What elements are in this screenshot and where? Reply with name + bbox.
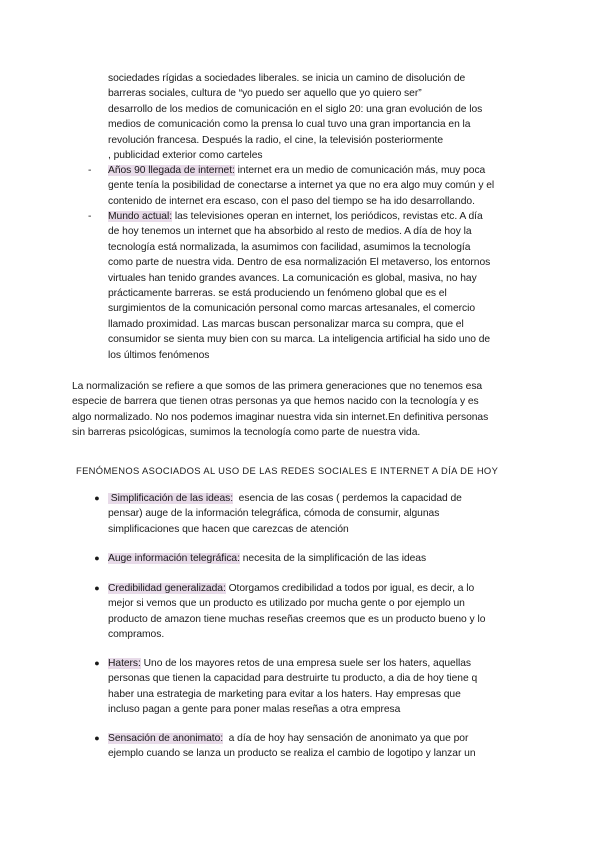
bullet-simplificacion [88, 491, 528, 537]
intro-line: medios de comunicación como la prensa lo cual tuvo una gran importancia en la [108, 119, 471, 131]
item-line: pensar) auge de la información telegráfica, cómoda de consumir, algunas [108, 508, 440, 520]
item-line: simplificaciones que hacen que carezcas de atención [108, 523, 349, 535]
paragraph-line: La normalización se refiere a que somos de las primera generaciones que no tenemos esa [72, 381, 483, 392]
item-text: las televisiones operan en internet, los periódicos, revistas etc. A día [172, 211, 483, 222]
item-text: a día de hoy hay sensación de anonimato ya que por [223, 733, 469, 744]
item-line: contenido de internet era escaso, con el paso del tiempo se ha ido desarrollando. [108, 195, 475, 207]
section-heading: FENÓMENOS ASOCIADOS AL USO DE LAS REDES SOCIALES E INTERNET A DÍA DE HOY [76, 465, 499, 476]
item-line: personas que tienen la capacidad para destruirte tu producto, a dia de hoy tiene q [108, 673, 478, 685]
intro-line: barreras sociales, cultura de “yo puedo ser aquello que yo quiero ser” [108, 88, 422, 100]
item-line: compramos. [108, 629, 165, 641]
highlighted-term: Años 90 llegada de internet: [108, 165, 235, 176]
bullet-dot-icon: ● [94, 493, 100, 503]
intro-line: , publicidad exterior como carteles [108, 150, 263, 162]
dash-marker: - [88, 165, 92, 176]
item-text: necesita de la simplificación de las ideas [239, 553, 427, 564]
item-line: incluso pagan a gente para poner malas reseñas a otra empresa [108, 704, 401, 716]
bullet-auge-telegrafica [88, 551, 528, 566]
bullet-haters [88, 656, 528, 718]
item-text: Uno de los mayores retos de una empresa suele ser los haters, aquellas [140, 658, 471, 669]
bullet-credibilidad [88, 581, 528, 643]
bullet-dot-icon: ● [94, 553, 100, 563]
intro-paragraph [108, 71, 528, 163]
item-line: consumidor se sienta muy bien con su marca. La inteligencia artificial ha sido uno de [108, 334, 491, 346]
item-line: los últimos fenómenos [108, 349, 210, 361]
bullet-dot-icon: ● [94, 733, 100, 743]
item-line: tecnología está normalizada, la asumimos con facilidad, asumimos la tecnología [108, 241, 471, 253]
intro-line: desarrollo de los medios de comunicación en el siglo 20: una gran evolución de los [108, 103, 483, 115]
dash-item-internet-90s [88, 163, 528, 209]
item-line: haber una estrategia de marketing para evitar a los haters. Hay empresas que [108, 688, 461, 700]
bullet-dot-icon: ● [94, 658, 100, 668]
item-line: llamado proximidad. Las marcas buscan personalizar marca su compra, que el [108, 318, 464, 330]
bullet-dot-icon: ● [94, 583, 100, 593]
highlighted-term: Sensación de anonimato: [108, 733, 224, 744]
item-line: prácticamente barreras. se está produciendo un fenómeno global que es el [108, 288, 447, 300]
item-text: esencia de las cosas ( perdemos la capacidad de [233, 493, 462, 504]
item-line: mejor si vemos que un producto es utilizado por mucha gente o por ejemplo un [108, 598, 465, 610]
item-line: producto de amazon tiene muchas reseñas creemos que es un producto bueno y lo [108, 613, 486, 625]
normalization-paragraph [72, 379, 528, 441]
dash-item-mundo-actual [88, 209, 528, 363]
highlighted-term: Credibilidad generalizada: [108, 583, 226, 594]
item-text: Otorgamos credibilidad a todos por igual, es decir, a lo [225, 583, 475, 594]
paragraph-line: algo normalizado. No nos podemos imaginar nuestra vida sin internet.En definitiva personas [72, 411, 489, 423]
highlighted-term: Haters: [108, 658, 141, 669]
item-line: como parte de nuestra vida. Dentro de esa normalización El metaverso, los entornos [108, 257, 491, 269]
intro-line: revolución francesa. Después la radio, el cine, la televisión posteriormente [108, 134, 444, 146]
highlighted-term: Mundo actual: [108, 211, 173, 222]
item-text: internet era un medio de comunicación más, muy poca [234, 165, 486, 176]
item-line: virtuales han tenido grandes avances. La comunicación es global, masiva, no hay [108, 272, 477, 284]
item-line: ejemplo cuando se lanza un producto se realiza el cambio de logotipo y lanzar un [108, 748, 476, 760]
item-line: de hoy tenemos un internet que ha absorbido al resto de medios. A día de hoy la [108, 226, 472, 238]
paragraph-line: especie de barrera que tienen otras personas ya que hemos nacido con la tecnología y es [72, 396, 479, 408]
bullet-anonimato [88, 731, 528, 762]
paragraph-line: sin barreras psicológicas, sumimos la tecnología como parte de nuestra vida. [72, 427, 421, 439]
item-line: surgimientos de la comunicación personal como marcas artesanales, el comercio [108, 303, 476, 315]
item-line: gente tenía la posibilidad de conectarse a internet ya que no era algo muy común y el [108, 180, 495, 192]
intro-line: sociedades rígidas a sociedades liberales. se inicia un camino de disolución de [108, 73, 466, 84]
highlighted-term: Auge información telegráfica: [108, 553, 240, 564]
highlighted-term: Simplificación de las ideas: [108, 493, 234, 504]
dash-marker: - [88, 211, 92, 222]
